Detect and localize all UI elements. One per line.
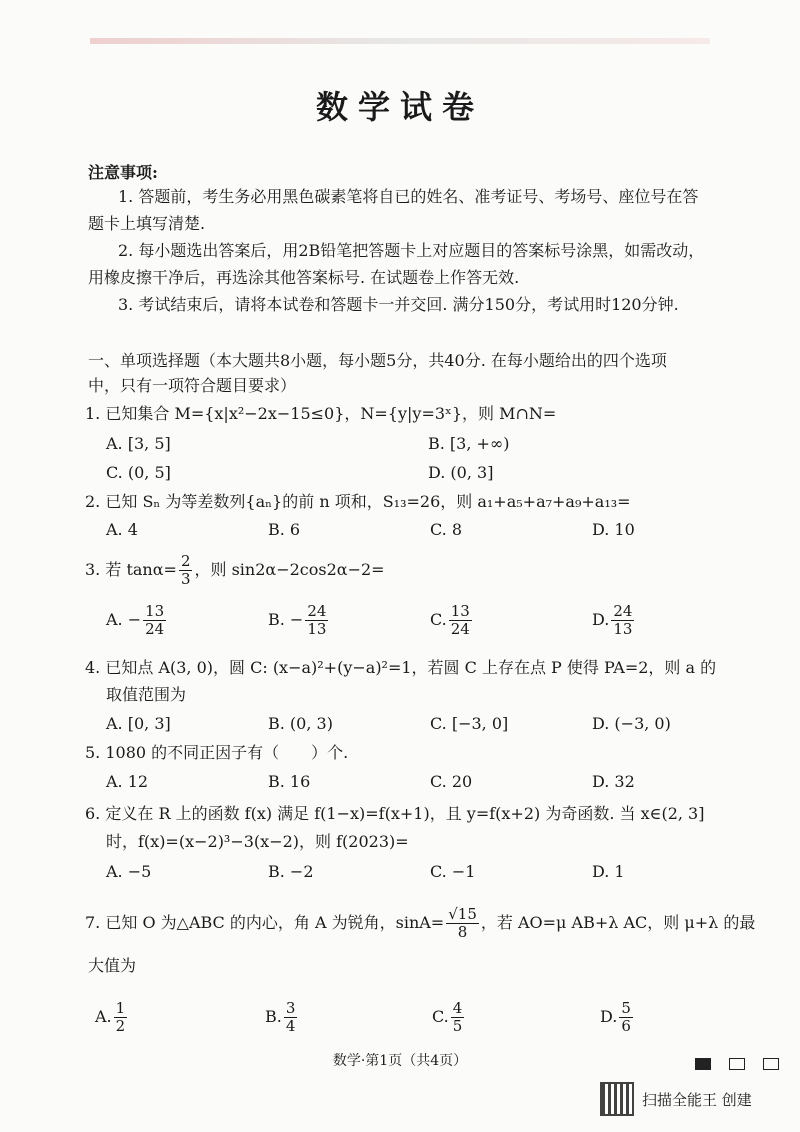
watermark-text: 扫描全能王 创建 (642, 1090, 752, 1109)
q5-option-b: B. 16 (268, 772, 311, 791)
q7-b-label: B. (265, 1007, 282, 1026)
q7-fraction (446, 906, 479, 941)
q1-option-c: C. (0, 5] (106, 463, 171, 482)
q6-option-a: A. −5 (106, 862, 152, 881)
note-line-4: 用橡皮擦干净后，再选涂其他答案标号. 在试题卷上作答无效. (88, 268, 520, 287)
q2-option-c: C. 8 (430, 520, 463, 539)
note-line-2: 题卡上填写清楚. (88, 214, 206, 233)
q3-c-label: C. (430, 610, 447, 629)
marker-box-filled (695, 1058, 711, 1070)
page-marker-boxes (695, 1058, 779, 1070)
q7-d-label: D. (600, 1007, 618, 1026)
section-heading-1: 一、单项选择题（本大题共8小题，每小题5分，共40分. 在每小题给出的四个选项 (88, 351, 667, 370)
q4-stem: 4. 已知点 A(3, 0)，圆 C: (x−a)²+(y−a)²=1，若圆 C 上存在点 P 使得 PA=2，则 a 的 (85, 658, 717, 677)
q3-b-fraction (305, 603, 328, 638)
marker-box-empty (763, 1058, 779, 1070)
q7-fraction-num: √15 (448, 905, 477, 923)
q6-stem: 6. 定义在 R 上的函数 f(x) 满足 f(1−x)=f(x+1)，且 y=f(x+2) 为奇函数. 当 x∈(2, 3] (85, 804, 705, 823)
q7-a-den: 2 (115, 1017, 126, 1035)
q3-c-num: 13 (450, 602, 470, 620)
q7-d-fraction (619, 1000, 633, 1035)
q3-option-b (268, 603, 330, 638)
q3-a-num: 13 (145, 602, 165, 620)
note-line-5: 3. 考试结束后，请将本试卷和答题卡一并交回. 满分150分，考试用时120分钟. (118, 295, 679, 314)
q2-stem: 2. 已知 Sₙ 为等差数列{aₙ}的前 n 项和，S₁₃=26，则 a₁+a₅+a₇+a₉+a₁₃= (85, 492, 631, 511)
q3-a-label: A. − (106, 610, 142, 629)
q4-option-b: B. (0, 3) (268, 714, 333, 733)
section-heading-2: 中，只有一项符合题目要求） (88, 376, 297, 395)
q4-option-c: C. [−3, 0] (430, 714, 509, 733)
q6-option-b: B. −2 (268, 862, 314, 881)
qr-code-icon (600, 1082, 634, 1116)
q7-d-den: 6 (621, 1017, 631, 1035)
q3-b-label: B. − (268, 610, 304, 629)
q4-option-d: D. (−3, 0) (592, 714, 671, 733)
q5-option-a: A. 12 (106, 772, 149, 791)
header-scan-artifact (90, 38, 710, 44)
q1-stem: 1. 已知集合 M={x|x²−2x−15≤0}，N={y|y=3ˣ}，则 M∩N= (85, 404, 557, 423)
q3-stem (85, 553, 385, 588)
q5-option-d: D. 32 (592, 772, 635, 791)
q3-b-num: 24 (307, 602, 327, 620)
q2-option-d: D. 10 (592, 520, 635, 539)
q7-option-a (95, 1000, 129, 1035)
q1-option-b: B. [3, +∞) (428, 434, 510, 453)
q7-stem-2: 大值为 (88, 956, 137, 975)
q3-stem-post: ，则 sin2α−2cos2α−2= (194, 560, 385, 579)
q3-option-a (106, 603, 168, 638)
q3-c-fraction (449, 603, 472, 638)
q7-stem (85, 906, 755, 941)
q3-d-num: 24 (613, 602, 633, 620)
q7-d-num: 5 (621, 999, 631, 1017)
q7-stem-pre: 7. 已知 O 为△ABC 的内心，角 A 为锐角，sinA= (85, 913, 445, 932)
q4-option-a: A. [0, 3] (106, 714, 171, 733)
q7-a-num: 1 (115, 999, 126, 1017)
q7-c-num: 4 (452, 999, 463, 1017)
q3-fraction-num: 2 (180, 552, 191, 570)
q6-option-c: C. −1 (430, 862, 476, 881)
q5-option-c: C. 20 (430, 772, 473, 791)
note-line-3: 2. 每小题选出答案后，用2B铅笔把答题卡上对应题目的答案标号涂黑，如需改动， (118, 241, 705, 260)
q7-b-den: 4 (285, 1017, 296, 1035)
page-title: 数学试卷 (315, 88, 484, 126)
q2-option-a: A. 4 (106, 520, 138, 539)
q3-a-fraction (143, 603, 166, 638)
page-footer: 数学·第1页（共4页） (332, 1053, 468, 1069)
q3-a-den: 24 (145, 620, 165, 638)
notes-heading: 注意事项: (88, 163, 158, 182)
q3-d-label: D. (592, 610, 610, 629)
q7-fraction-den: 8 (457, 923, 468, 941)
q7-a-fraction (114, 1000, 128, 1035)
note-line-1: 1. 答题前，考生务必用黑色碳素笔将自已的姓名、准考证号、考场号、座位号在答 (118, 187, 699, 206)
q2-option-b: B. 6 (268, 520, 301, 539)
q1-option-a: A. [3, 5] (106, 434, 171, 453)
q7-c-fraction (451, 1000, 465, 1035)
q7-c-label: C. (432, 1007, 449, 1026)
q3-d-den: 13 (613, 620, 633, 638)
q4-stem-2: 取值范围为 (106, 685, 187, 704)
marker-box-empty (729, 1058, 745, 1070)
q7-option-d (600, 1000, 635, 1035)
q3-option-d (592, 603, 636, 638)
q7-b-num: 3 (285, 999, 296, 1017)
q3-d-fraction (611, 603, 634, 638)
scanner-watermark (600, 1082, 752, 1116)
q7-option-b (265, 1000, 299, 1035)
q3-fraction-den: 3 (180, 570, 191, 588)
q3-c-den: 24 (450, 620, 470, 638)
q6-stem-2: 时，f(x)=(x−2)³−3(x−2)，则 f(2023)= (106, 832, 409, 851)
q7-a-label: A. (95, 1007, 112, 1026)
q3-b-den: 13 (307, 620, 327, 638)
q7-stem-post: ，若 AO=μ AB+λ AC，则 μ+λ 的最 (480, 913, 756, 932)
q7-option-c (432, 1000, 466, 1035)
q5-stem: 5. 1080 的不同正因子有（ ）个. (85, 743, 349, 762)
q7-c-den: 5 (452, 1017, 463, 1035)
q3-fraction (179, 553, 193, 588)
q7-b-fraction (284, 1000, 298, 1035)
q3-option-c (430, 603, 474, 638)
q3-stem-pre: 3. 若 tanα= (85, 560, 177, 579)
q1-option-d: D. (0, 3] (428, 463, 494, 482)
q6-option-d: D. 1 (592, 862, 625, 881)
